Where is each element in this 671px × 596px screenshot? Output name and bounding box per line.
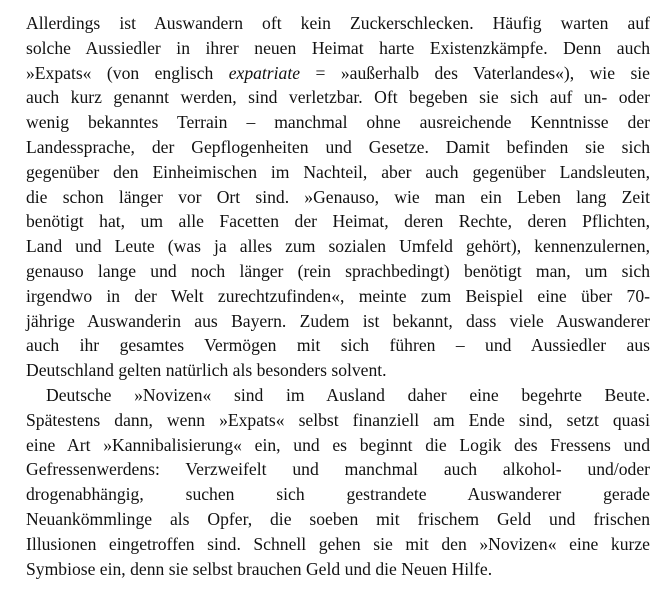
text-line: Symbiose ein, denn sie selbst brauchen Geld und die Neuen Hilfe. bbox=[26, 558, 493, 579]
text-line: Deutsche »Novizen« sind im Ausland daher eine begehrte Beute. bbox=[46, 384, 650, 405]
text-line: Spätestens dann, wenn »Expats« selbst finanziell am Ende sind, setzt quasi bbox=[26, 409, 650, 430]
text-line: Landessprache, der Gepflogenheiten und Gesetze. Damit befinden sie sich bbox=[26, 136, 650, 157]
text-line: benötigt hat, um alle Facetten der Heimat, deren Rechte, deren Pflichten, bbox=[26, 211, 650, 232]
text-line: Allerdings ist Auswandern oft kein Zuckerschlecken. Häufig warten auf bbox=[26, 13, 650, 33]
text-line: jährige Auswanderin aus Bayern. Zudem ist bekannt, dass viele Auswanderer bbox=[26, 310, 650, 331]
text-line: solche Aussiedler in ihrer neuen Heimat harte Existenzkämpfe. Denn auch bbox=[26, 37, 650, 58]
text-line: Neuankömmlinge als Opfer, die soeben mit frischem Geld und frischen bbox=[26, 508, 650, 529]
italic-term: expatriate bbox=[228, 62, 301, 83]
text-line: Land und Leute (was ja alles zum sozialen Umfeld gehört), kennenzulernen, bbox=[26, 236, 650, 257]
text-line: die schon länger vor Ort sind. »Genauso, wie man ein Leben lang Zeit bbox=[26, 186, 650, 207]
text-line: genauso lange und noch länger (rein sprachbedingt) benötigt man, um sich bbox=[26, 260, 650, 281]
text-line: irgendwo in der Welt zurechtzufinden«, meinte zum Beispiel eine über 70- bbox=[26, 285, 650, 306]
text-line: Illusionen eingetroffen sind. Schnell gehen sie mit den »Novizen« eine kurze bbox=[26, 533, 650, 554]
text-line: auch kurz genannt werden, sind verletzbar. Oft begeben sie sich auf un- oder bbox=[26, 87, 650, 108]
text-line: wenig bekanntes Terrain – manchmal ohne ausreichende Kenntnisse der bbox=[26, 112, 650, 133]
text-line: Gefressenwerdens: Verzweifelt und manchmal auch alkohol- und/oder bbox=[26, 459, 650, 480]
paragraph-1 bbox=[26, 11, 650, 383]
text-line: eine Art »Kannibalisierung« ein, und es beginnt die Logik des Fressens und bbox=[26, 434, 650, 455]
document-page bbox=[26, 11, 650, 581]
text-run: = »außerhalb des Vaterlandes«), wie sie bbox=[300, 62, 650, 83]
text-run: »Expats« (von englisch bbox=[26, 62, 229, 83]
text-line bbox=[26, 61, 650, 86]
text-line: auch ihr gesamtes Vermögen mit sich führen – und Aussiedler aus bbox=[26, 335, 650, 356]
text-line: Deutschland gelten natürlich als besonders solvent. bbox=[26, 360, 387, 381]
paragraph-2 bbox=[26, 383, 650, 581]
text-line: drogenabhängig, suchen sich gestrandete Auswanderer gerade bbox=[26, 484, 650, 505]
text-line: gegenüber den Einheimischen im Nachteil, aber auch gegenüber Landsleuten, bbox=[26, 161, 650, 182]
